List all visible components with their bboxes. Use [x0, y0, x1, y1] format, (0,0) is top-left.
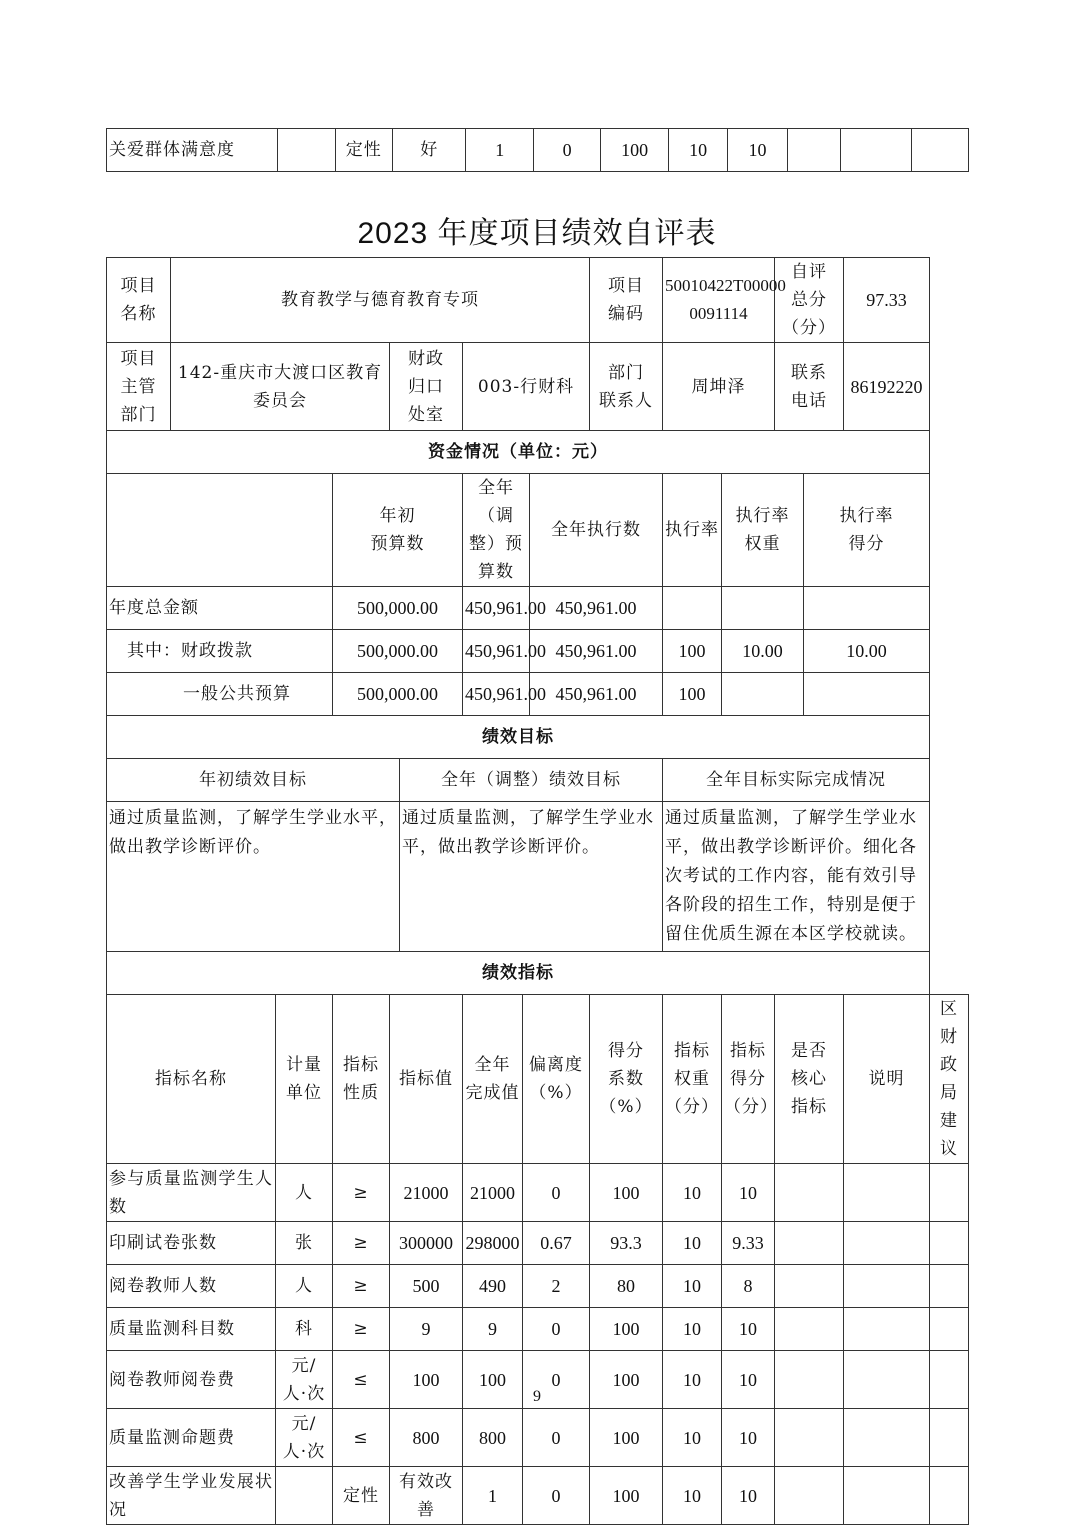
project-info-row: [107, 258, 969, 343]
funds-executed: 450,961.00: [530, 673, 663, 716]
page-title: 2023 年度项目绩效自评表: [357, 217, 717, 250]
indicator-coef: 100: [590, 1308, 663, 1351]
table-row: [107, 1265, 969, 1308]
table-row: [107, 630, 969, 673]
ind-header-note: 说明: [844, 995, 930, 1164]
contact: 周坤泽: [663, 343, 775, 431]
funds-header-initial: 年初 预算数: [333, 474, 463, 587]
indicator-target: 9: [390, 1308, 463, 1351]
evaluation-table: [106, 257, 969, 1525]
indicator-deviation: 0: [523, 1467, 590, 1525]
goal-initial: 通过质量监测，了解学生学业水平，做出教学诊断评价。: [107, 802, 400, 952]
indicator-score: 10: [722, 1351, 775, 1409]
funds-adjusted: 450,961.00: [463, 587, 530, 630]
finance-office-label: 财政 归口 处室: [390, 343, 463, 431]
indicator-core: [775, 1265, 844, 1308]
funds-header-blank: [107, 474, 333, 587]
department-info-row: [107, 343, 969, 431]
funds-section-title: 资金情况（单位：元）: [107, 431, 930, 474]
continuation-row-table: [106, 128, 969, 172]
indicator-nature: 定性: [335, 129, 392, 172]
indicator-core: [775, 1308, 844, 1351]
indicator-score: 10: [722, 1308, 775, 1351]
indicator-weight: 10: [663, 1164, 722, 1222]
indicator-name: 参与质量监测学生人数: [107, 1164, 276, 1222]
indicator-unit: 元/ 人·次: [276, 1351, 333, 1409]
indicator-advice: [930, 1222, 969, 1265]
funds-row-label: 其中：财政拨款: [107, 630, 333, 673]
table-row: [107, 1409, 969, 1467]
ind-header-unit: 计量 单位: [276, 995, 333, 1164]
funds-header-score: 执行率 得分: [804, 474, 930, 587]
funds-header-adjusted: 全年（调整）预 算数: [463, 474, 530, 587]
section-header-row: [107, 716, 969, 759]
indicator-coef: 100: [590, 1467, 663, 1525]
project-code-label: 项目 编码: [590, 258, 663, 343]
funds-rate: [663, 587, 722, 630]
funds-weight: [722, 673, 804, 716]
indicator-core: [775, 1164, 844, 1222]
indicator-nature: ≤: [333, 1409, 390, 1467]
indicator-score: 10: [722, 1409, 775, 1467]
indicator-name: 改善学生学业发展状况: [107, 1467, 276, 1525]
indicator-coef: 100: [590, 1351, 663, 1409]
indicator-name: 关爱群体满意度: [107, 129, 278, 172]
goals-header-actual: 全年目标实际完成情况: [663, 759, 930, 802]
funds-initial: 500,000.00: [333, 673, 463, 716]
funds-executed: 450,961.00: [530, 630, 663, 673]
indicator-name: 阅卷教师人数: [107, 1265, 276, 1308]
indicator-weight: 10: [668, 129, 727, 172]
ind-header-coef: 得分 系数 （%）: [590, 995, 663, 1164]
funds-rate: 100: [663, 673, 722, 716]
indicator-coef: 100: [590, 1164, 663, 1222]
ind-header-nature: 指标 性质: [333, 995, 390, 1164]
dept: 142-重庆市大渡口区教育委员会: [171, 343, 390, 431]
indicator-note: [841, 129, 911, 172]
project-name-label: 项目 名称: [107, 258, 171, 343]
ind-header-score: 指标 得分 （分）: [722, 995, 775, 1164]
section-header-row: [107, 952, 969, 995]
funds-score: [804, 673, 930, 716]
indicator-deviation: 0: [523, 1351, 590, 1409]
indicator-score: 8: [722, 1265, 775, 1308]
indicator-name: 印刷试卷张数: [107, 1222, 276, 1265]
indicator-weight: 10: [663, 1351, 722, 1409]
indicator-target: 有效改 善: [390, 1467, 463, 1525]
indicator-deviation: 2: [523, 1265, 590, 1308]
indicator-weight: 10: [663, 1467, 722, 1525]
funds-weight: [722, 587, 804, 630]
funds-header-executed: 全年执行数: [530, 474, 663, 587]
indicator-actual: 1: [463, 1467, 523, 1525]
indicator-advice: [930, 1467, 969, 1525]
indicator-advice: [930, 1308, 969, 1351]
indicator-target: 800: [390, 1409, 463, 1467]
table-row: [107, 1222, 969, 1265]
indicator-deviation: 0: [523, 1409, 590, 1467]
project-name: 教育教学与德育教育专项: [171, 258, 590, 343]
indicator-core: [775, 1467, 844, 1525]
indicator-unit: 人: [276, 1265, 333, 1308]
indicator-name: 质量监测命题费: [107, 1409, 276, 1467]
table-row: [107, 1308, 969, 1351]
funds-weight: 10.00: [722, 630, 804, 673]
indicator-score: 10: [722, 1467, 775, 1525]
funds-initial: 500,000.00: [333, 587, 463, 630]
table-row: [107, 673, 969, 716]
indicators-header-row: [107, 995, 969, 1164]
indicator-unit: 人: [276, 1164, 333, 1222]
contact-label: 部门 联系人: [590, 343, 663, 431]
funds-header-rate: 执行率: [663, 474, 722, 587]
ind-header-actual: 全年 完成值: [463, 995, 523, 1164]
indicator-actual: 21000: [463, 1164, 523, 1222]
indicator-note: [844, 1308, 930, 1351]
indicator-coef: 93.3: [590, 1222, 663, 1265]
phone-label: 联系 电话: [775, 343, 844, 431]
self-score-label: 自评 总分 （分）: [775, 258, 844, 343]
dept-label: 项目 主管 部门: [107, 343, 171, 431]
funds-executed: 450,961.00: [530, 587, 663, 630]
table-row: [107, 1467, 969, 1525]
indicator-actual: 100: [463, 1351, 523, 1409]
indicator-weight: 10: [663, 1308, 722, 1351]
indicator-actual: 800: [463, 1409, 523, 1467]
goals-header-row: [107, 759, 969, 802]
indicator-advice: [930, 1409, 969, 1467]
indicator-nature: ≥: [333, 1308, 390, 1351]
goals-header-initial: 年初绩效目标: [107, 759, 400, 802]
indicator-advice: [911, 129, 968, 172]
indicator-deviation: 0.67: [523, 1222, 590, 1265]
indicator-core: [775, 1222, 844, 1265]
funds-rate: 100: [663, 630, 722, 673]
indicator-note: [844, 1222, 930, 1265]
indicator-actual: 490: [463, 1265, 523, 1308]
indicator-nature: ≥: [333, 1164, 390, 1222]
project-code: 50010422T00000 0091114: [663, 258, 775, 343]
indicator-name: 阅卷教师阅卷费: [107, 1351, 276, 1409]
goals-content-row: [107, 802, 969, 952]
indicator-core: [787, 129, 840, 172]
indicator-score: 10: [728, 129, 787, 172]
ind-header-name: 指标名称: [107, 995, 276, 1164]
funds-adjusted: 450,961.00: [463, 630, 530, 673]
goal-actual: 通过质量监测，了解学生学业水平，做出教学诊断评价。细化各次考试的工作内容，能有效引导各阶段的招生工作，特别是便于留住优质生源在本区学校就读。: [663, 802, 930, 952]
indicator-note: [844, 1467, 930, 1525]
indicator-core: [775, 1409, 844, 1467]
funds-score: 10.00: [804, 630, 930, 673]
indicator-deviation: 0: [523, 1164, 590, 1222]
indicator-nature: ≥: [333, 1265, 390, 1308]
table-row: [107, 1164, 969, 1222]
ind-header-core: 是否 核心 指标: [775, 995, 844, 1164]
indicator-unit: 张: [276, 1222, 333, 1265]
indicator-score: 9.33: [722, 1222, 775, 1265]
funds-header-weight: 执行率 权重: [722, 474, 804, 587]
indicator-unit: 科: [276, 1308, 333, 1351]
indicator-nature: ≤: [333, 1351, 390, 1409]
table-row: [107, 129, 969, 172]
indicator-unit: 元/ 人·次: [276, 1409, 333, 1467]
indicator-target: 500: [390, 1265, 463, 1308]
indicator-weight: 10: [663, 1265, 722, 1308]
funds-adjusted: 450,961.00: [463, 673, 530, 716]
indicator-unit: [276, 1467, 333, 1525]
indicator-advice: [930, 1265, 969, 1308]
funds-row-label: 年度总金额: [107, 587, 333, 630]
goals-header-adjusted: 全年（调整）绩效目标: [400, 759, 663, 802]
indicator-note: [844, 1265, 930, 1308]
indicator-note: [844, 1164, 930, 1222]
indicator-name: 质量监测科目数: [107, 1308, 276, 1351]
goal-adjusted: 通过质量监测，了解学生学业水平，做出教学诊断评价。: [400, 802, 663, 952]
funds-initial: 500,000.00: [333, 630, 463, 673]
page-number: 9: [533, 1388, 541, 1405]
indicator-score: 10: [722, 1164, 775, 1222]
table-row: [107, 587, 969, 630]
indicator-deviation: 0: [523, 1308, 590, 1351]
ind-header-deviation: 偏离度 （%）: [523, 995, 590, 1164]
ind-header-target: 指标值: [390, 995, 463, 1164]
indicator-target: 300000: [390, 1222, 463, 1265]
indicator-nature: 定性: [333, 1467, 390, 1525]
indicators-section-title: 绩效指标: [107, 952, 930, 995]
indicator-nature: ≥: [333, 1222, 390, 1265]
indicator-coef: 100: [601, 129, 668, 172]
indicator-deviation: 0: [533, 129, 600, 172]
section-header-row: [107, 431, 969, 474]
funds-header-row: [107, 474, 969, 587]
self-score: 97.33: [844, 258, 930, 343]
indicator-actual: 1: [466, 129, 533, 172]
indicator-coef: 80: [590, 1265, 663, 1308]
indicator-coef: 100: [590, 1409, 663, 1467]
finance-office: 003-行财科: [463, 343, 590, 431]
indicator-target: 21000: [390, 1164, 463, 1222]
indicator-actual: 9: [463, 1308, 523, 1351]
ind-header-weight: 指标 权重 （分）: [663, 995, 722, 1164]
funds-row-label: 一般公共预算: [107, 673, 333, 716]
indicator-advice: [930, 1164, 969, 1222]
indicator-weight: 10: [663, 1409, 722, 1467]
indicator-target: 100: [390, 1351, 463, 1409]
indicator-note: [844, 1409, 930, 1467]
funds-score: [804, 587, 930, 630]
indicator-weight: 10: [663, 1222, 722, 1265]
indicator-unit: [278, 129, 335, 172]
ind-header-advice: 区财 政局 建议: [930, 995, 969, 1164]
goals-section-title: 绩效目标: [107, 716, 930, 759]
phone: 86192220: [844, 343, 930, 431]
indicator-target: 好: [392, 129, 466, 172]
indicator-actual: 298000: [463, 1222, 523, 1265]
